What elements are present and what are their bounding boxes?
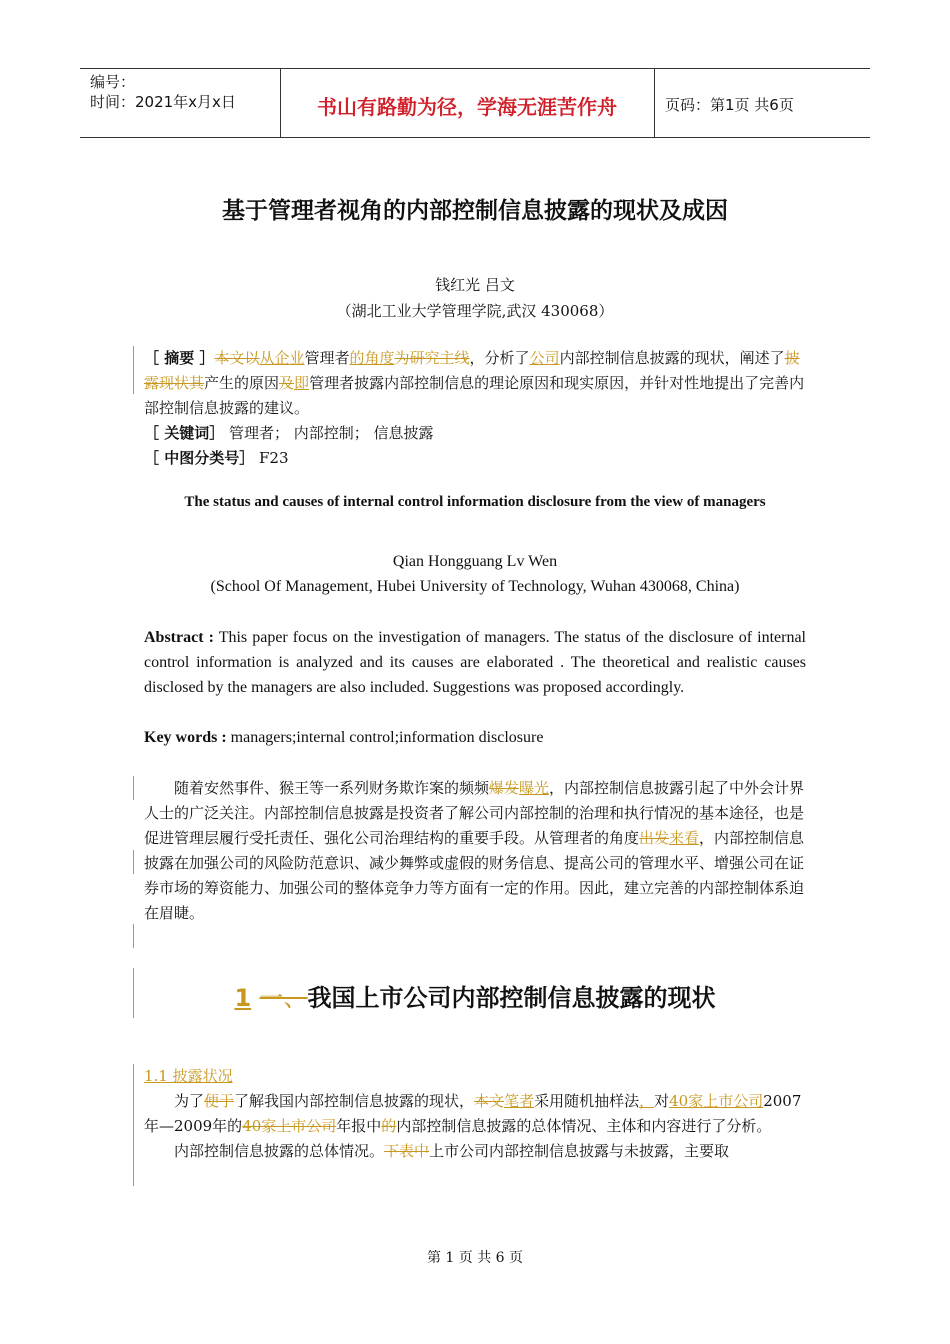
motto: 书山有路勤为径，学海无涯苦作舟: [317, 95, 617, 119]
abstract-cn: [144, 346, 806, 471]
revision-bar: [133, 924, 134, 948]
keywords-label: ［ 关键词］: [144, 424, 225, 442]
header-motto-cell: [280, 69, 655, 137]
paper-title: 基于管理者视角的内部控制信息披露的现状及成因: [222, 198, 728, 224]
inserted-text: 曝光: [519, 779, 550, 797]
text-run: 管理者: [304, 349, 350, 367]
subsection: [144, 1064, 806, 1164]
intro-paragraph: [144, 776, 806, 926]
text-run: ，内部控制信息披露在加强公司的风险防范意识、减少舞弊或虚假的财务信息、提高公司的管理水平、增强公司在证券市场的筹资能力、加强公司的整体竞争力等方面有一定的作用。因此，建立完善的内部控制体系迫在眉睫。: [144, 829, 805, 922]
english-title: The status and causes of internal control information disclosure from the view of managers: [184, 494, 766, 510]
inserted-text: 来看: [669, 829, 700, 847]
text-run: 上市公司内部控制信息披露与未披露，主要取: [429, 1142, 730, 1160]
text-run: ，分析了: [469, 349, 530, 367]
section-number: 1: [234, 984, 252, 1012]
paper-authors: 钱红光 吕文: [435, 276, 515, 294]
deleted-text: 的: [381, 1117, 397, 1135]
deleted-text: 40家上市公司: [242, 1117, 337, 1135]
deleted-text: 便于: [204, 1092, 235, 1110]
header-left-cell: [80, 69, 281, 137]
page-info: 页码：第1页 共6页: [665, 96, 794, 114]
paper-affiliation: （湖北工业大学管理学院,武汉 430068）: [336, 302, 614, 320]
text-run: 管理者披露内部控制信息的理论原因和现实原因，并针对性地提出了完善内部控制信息披露的建议。: [144, 374, 805, 417]
text-run: ，内部控制信息披露引起了中外会计界人士的广泛关注。内部控制信息披露是投资者了解公司内部控制的治理和执行情况的基本途径，也是促进管理层履行受托责任、强化公司治理结构的重要手段。从管理者的角度: [144, 779, 805, 847]
keywords-en-text: managers;internal control;information disclosure: [226, 729, 544, 746]
deleted-text: 本文: [474, 1092, 505, 1110]
classification: [144, 446, 806, 471]
deleted-section-number: 一、: [259, 984, 308, 1012]
code-label: 编号：: [90, 73, 136, 91]
revision-bar: [133, 1064, 134, 1186]
text-run: 采用随机抽样法: [534, 1092, 640, 1110]
inserted-text: 公司: [529, 349, 560, 367]
keywords-value: 管理者； 内部控制； 信息披露: [224, 424, 434, 442]
english-affiliation: (School Of Management, Hubei University of Technology, Wuhan 430068, China): [210, 578, 740, 595]
english-keywords: [144, 725, 806, 750]
text-run: 年报中: [336, 1117, 382, 1135]
abstract-en-label: Abstract :: [144, 629, 214, 646]
text-run: 内部控制信息披露的总体情况。: [174, 1142, 385, 1160]
inserted-text: 即: [294, 374, 310, 392]
text-run: 对: [654, 1092, 670, 1110]
document-header: [80, 68, 870, 138]
keywords-en-label: Key words :: [144, 729, 227, 746]
subsection-paragraph-1: [144, 1089, 806, 1139]
text-run: 产生的原因: [204, 374, 280, 392]
text-run: 2007年—2009年的: [144, 1092, 802, 1135]
subsection-paragraph-2: [144, 1139, 806, 1164]
inserted-text: 40家上市公司: [669, 1092, 764, 1110]
subsection-heading: 1.1 披露状况: [144, 1067, 233, 1085]
text-run: 内部控制信息披露的总体情况、主体和内容进行了分析。: [396, 1117, 772, 1135]
classification-value: F23: [254, 449, 289, 467]
header-right-cell: [655, 69, 870, 137]
time-label: 时间：2021年x月x日: [90, 93, 236, 111]
deleted-text: 出发: [639, 829, 670, 847]
inserted-text: ，: [639, 1092, 655, 1110]
inserted-text: 的角度: [349, 349, 395, 367]
section-title: 我国上市公司内部控制信息披露的现状: [307, 984, 716, 1012]
english-abstract: [144, 625, 806, 700]
deleted-text: 爆发: [489, 779, 520, 797]
text-run: 内部控制信息披露的现状，阐述了: [559, 349, 785, 367]
text-run: 随着安然事件、猴王等一系列财务欺诈案的频频: [174, 779, 490, 797]
classification-label: ［ 中图分类号］: [144, 449, 255, 467]
keywords-cn: [144, 421, 806, 446]
revision-bar: [133, 346, 134, 394]
section-heading: [0, 978, 950, 1013]
abstract-cn-text: [144, 346, 806, 421]
inserted-text: 笔者: [504, 1092, 535, 1110]
deleted-text: 为研究主线: [394, 349, 470, 367]
deleted-text: 及: [279, 374, 295, 392]
revision-bar: [133, 776, 134, 800]
inserted-text: 从企业: [259, 349, 305, 367]
revision-bar: [133, 850, 134, 874]
page-footer: 第 1 页 共 6 页: [426, 1250, 524, 1266]
english-authors: Qian Hongguang Lv Wen: [392, 553, 558, 570]
text-run: 为了: [174, 1092, 205, 1110]
deleted-text: 下表中: [384, 1142, 430, 1160]
text-run: 了解我国内部控制信息披露的现状，: [234, 1092, 475, 1110]
deleted-text: 披露现状其: [144, 349, 800, 392]
abstract-label: ［ 摘要 ］: [144, 349, 215, 367]
abstract-en-text: This paper focus on the investigation of managers. The status of the disclosure of internal control information is analyzed and its causes are elaborated . The theoretical and realistic causes disclosed by the managers are also included. Suggestions was proposed accordingly.: [144, 629, 807, 696]
deleted-text: 本文以: [214, 349, 260, 367]
